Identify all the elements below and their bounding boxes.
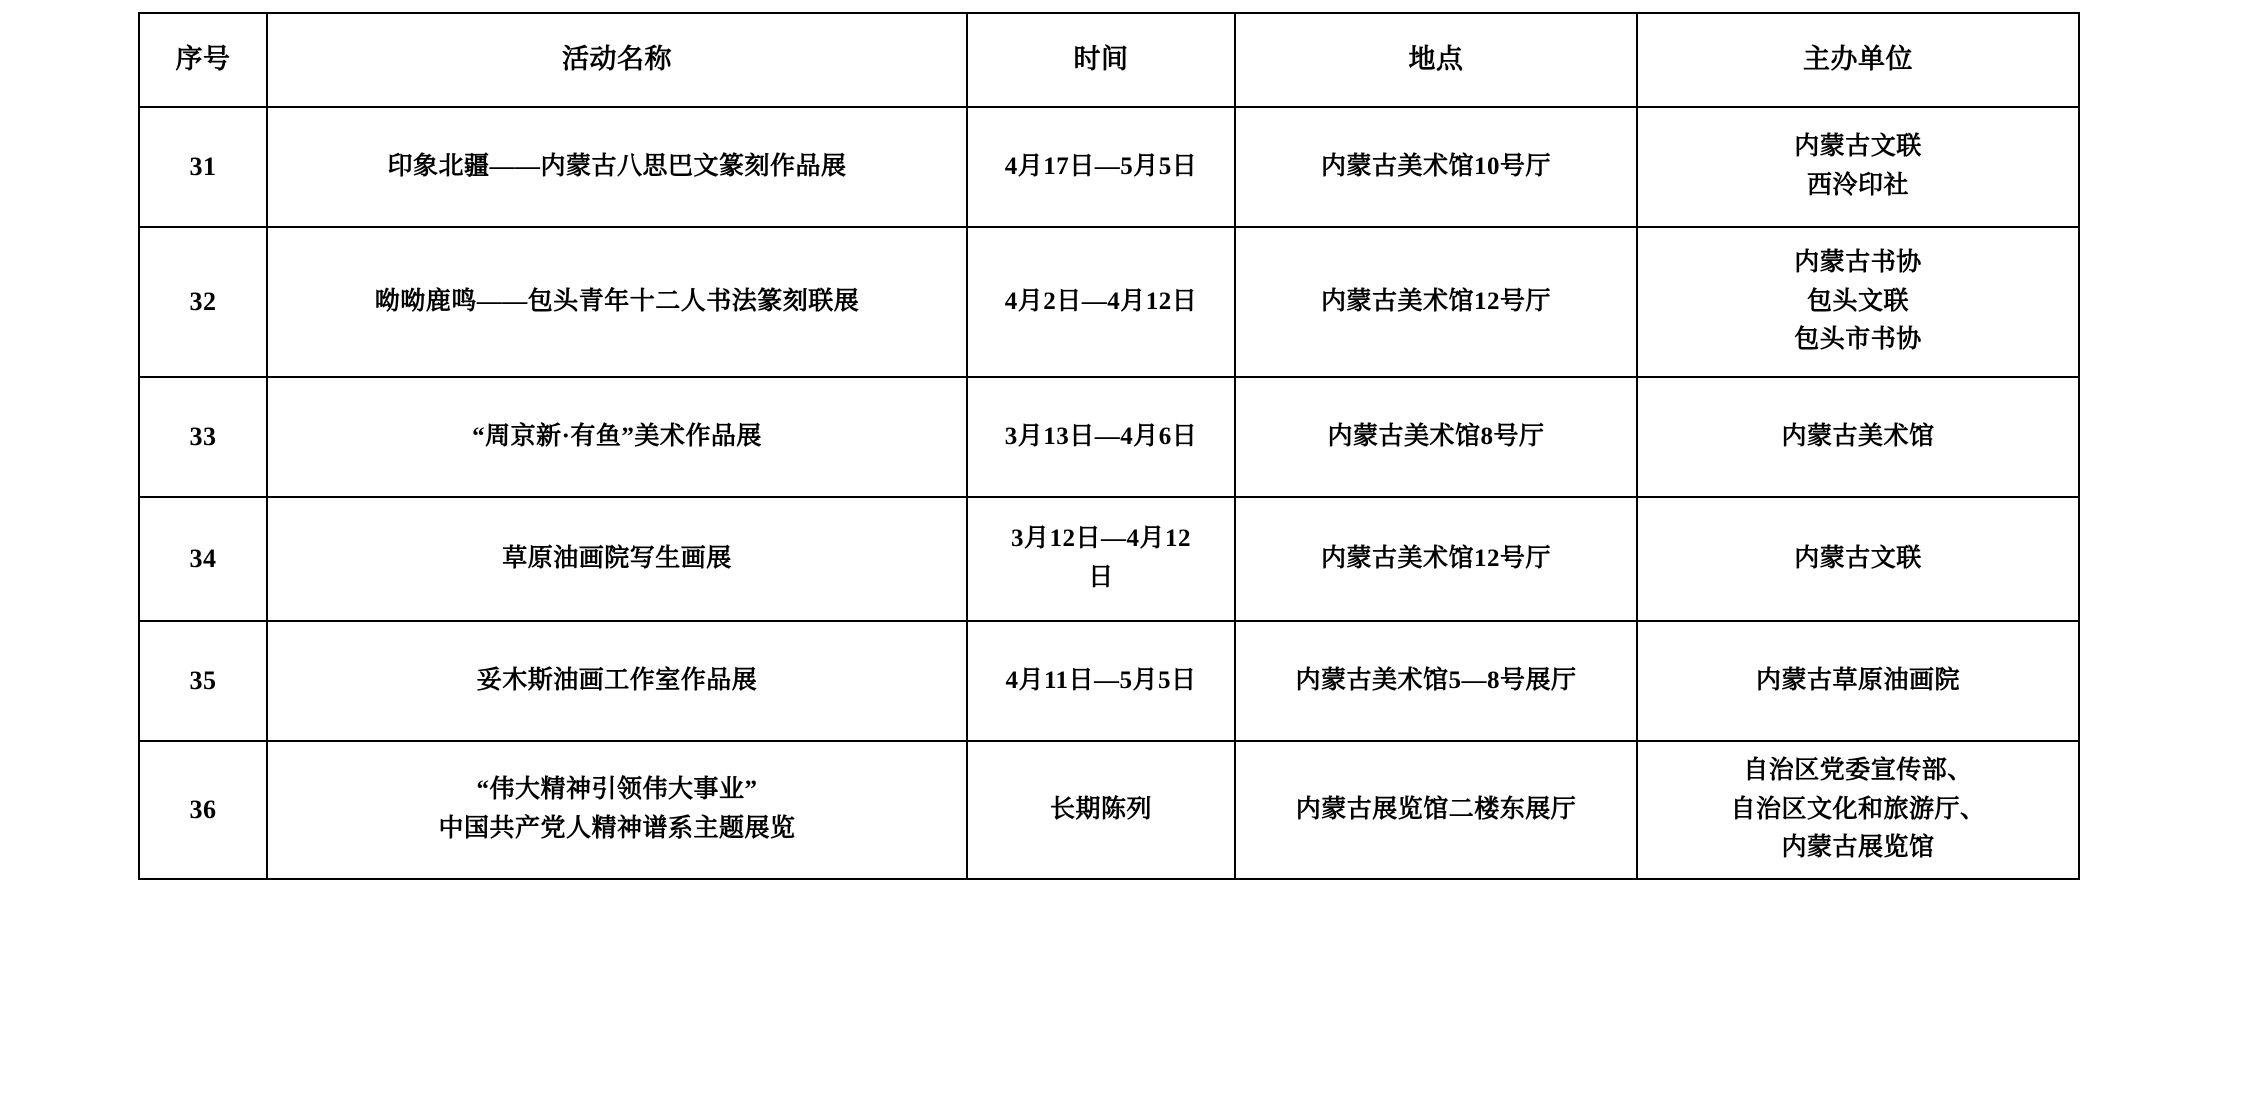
table-row — [139, 741, 2079, 879]
cell-line: 西泠印社 — [1806, 172, 1909, 199]
cell-activity-name — [267, 377, 967, 497]
cell-line: 4月17日—5月5日 — [1004, 152, 1198, 180]
cell-line: 呦呦鹿鸣——包头青年十二人书法篆刻联展 — [374, 287, 860, 315]
cell-index: 34 — [139, 497, 267, 621]
cell-line: 4月11日—5月5日 — [1005, 666, 1197, 694]
cell-activity-name — [267, 227, 967, 377]
cell-time — [967, 497, 1235, 621]
column-header-time: 时间 — [967, 13, 1235, 107]
cell-line: 内蒙古草原油画院 — [1755, 666, 1960, 694]
cell-organizer — [1637, 227, 2079, 377]
cell-organizer — [1637, 741, 2079, 879]
cell-line: 自治区党委宣传部、 — [1743, 756, 1973, 784]
cell-organizer — [1637, 107, 2079, 227]
cell-activity-name — [267, 107, 967, 227]
cell-place — [1235, 107, 1637, 227]
cell-line: 内蒙古展览馆 — [1781, 834, 1935, 862]
cell-activity-name — [267, 497, 967, 621]
cell-line: 妥木斯油画工作室作品展 — [476, 666, 758, 694]
cell-line: 内蒙古美术馆8号厅 — [1327, 422, 1545, 450]
column-header-place: 地点 — [1235, 13, 1637, 107]
cell-index: 36 — [139, 741, 267, 879]
table-row — [139, 227, 2079, 377]
cell-line: 草原油画院写生画展 — [502, 544, 732, 572]
cell-line: 3月13日—4月6日 — [1004, 422, 1198, 450]
cell-line: 内蒙古美术馆12号厅 — [1320, 287, 1551, 315]
cell-place — [1235, 227, 1637, 377]
cell-time — [967, 107, 1235, 227]
cell-line: 包头文联 — [1806, 287, 1909, 315]
cell-line: “周京新·有鱼”美术作品展 — [472, 422, 762, 450]
cell-organizer — [1637, 621, 2079, 741]
activity-table — [138, 12, 2080, 880]
table-header-row — [139, 13, 2079, 107]
column-header-org: 主办单位 — [1637, 13, 2079, 107]
table-body — [139, 107, 2079, 879]
column-header-index: 序号 — [139, 13, 267, 107]
activity-table-container — [138, 12, 2078, 880]
cell-time — [967, 377, 1235, 497]
cell-index: 32 — [139, 227, 267, 377]
cell-place — [1235, 377, 1637, 497]
table-row — [139, 107, 2079, 227]
cell-time — [967, 227, 1235, 377]
cell-time — [967, 621, 1235, 741]
cell-line: “伟大精神引领伟大事业” — [476, 776, 758, 804]
cell-index: 35 — [139, 621, 267, 741]
table-row — [139, 377, 2079, 497]
cell-line: 内蒙古美术馆12号厅 — [1320, 544, 1551, 572]
cell-line: 长期陈列 — [1049, 795, 1152, 823]
cell-line: 印象北疆——内蒙古八思巴文篆刻作品展 — [387, 152, 847, 180]
cell-index: 31 — [139, 107, 267, 227]
cell-line: 自治区文化和旅游厅、 — [1730, 795, 1986, 823]
cell-activity-name — [267, 741, 967, 879]
cell-line: 内蒙古文联 — [1794, 544, 1922, 572]
cell-organizer — [1637, 377, 2079, 497]
cell-activity-name — [267, 621, 967, 741]
table-row — [139, 621, 2079, 741]
cell-line: 包头市书协 — [1794, 326, 1922, 354]
cell-place — [1235, 621, 1637, 741]
cell-place — [1235, 741, 1637, 879]
cell-line: 内蒙古书协 — [1794, 248, 1922, 276]
column-header-name: 活动名称 — [267, 13, 967, 107]
cell-line: 内蒙古展览馆二楼东展厅 — [1295, 795, 1577, 823]
cell-line: 4月2日—4月12日 — [1004, 287, 1198, 315]
cell-line: 内蒙古美术馆10号厅 — [1320, 152, 1551, 180]
table-row — [139, 497, 2079, 621]
cell-line: 日 — [1088, 564, 1114, 591]
cell-line: 内蒙古文联 — [1794, 133, 1922, 161]
cell-organizer — [1637, 497, 2079, 621]
cell-time — [967, 741, 1235, 879]
cell-line: 内蒙古美术馆 — [1781, 422, 1935, 450]
table-header — [139, 13, 2079, 107]
cell-place — [1235, 497, 1637, 621]
cell-line: 内蒙古美术馆5—8号展厅 — [1295, 666, 1577, 694]
cell-index: 33 — [139, 377, 267, 497]
cell-line: 3月12日—4月12 — [1010, 525, 1191, 553]
cell-line: 中国共产党人精神谱系主题展览 — [438, 815, 796, 842]
